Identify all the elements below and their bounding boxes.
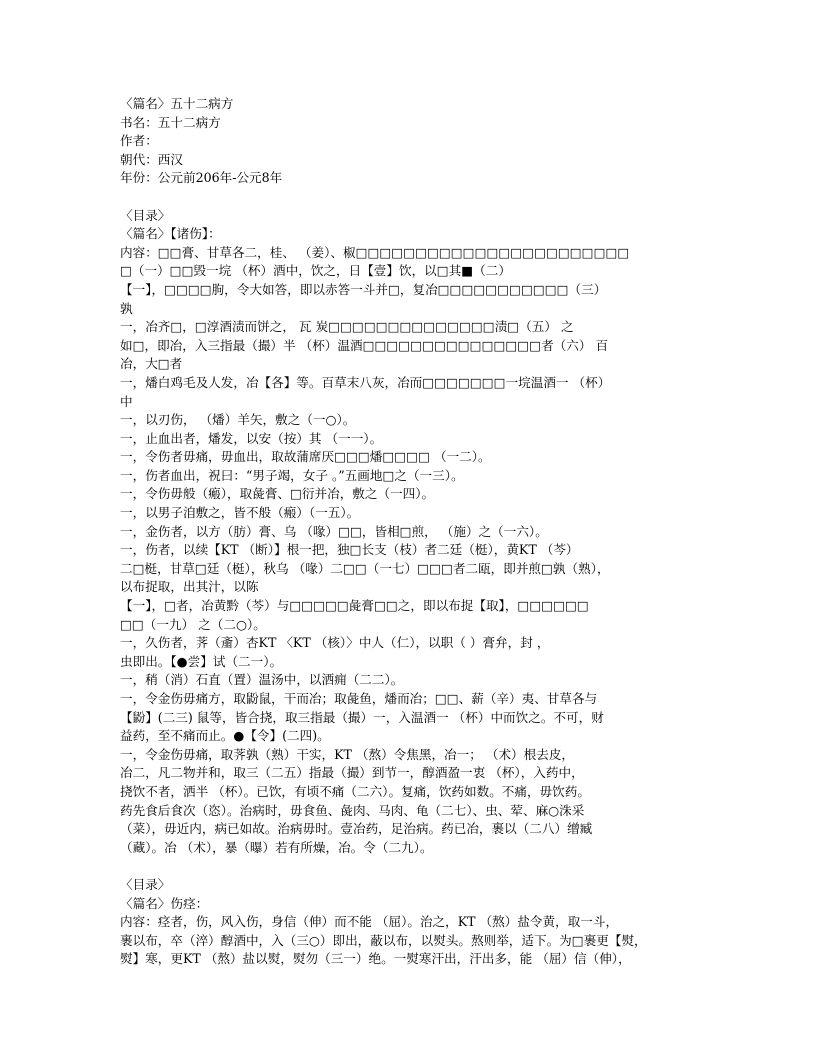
header-shu-ming: 书名：五十二病方 (120, 114, 221, 130)
section1-title: 〈篇名〉【诸伤】： (120, 226, 221, 242)
text-line: 【一】，□□□□朐，令大如答，即以赤答一斗并□，复冶□□□□□□□□□□□（三） (120, 281, 607, 297)
text-line: 【鼢】(二三) 鼠等，皆合挠，取三指最（撮）一，入温酒一 （杯）中而饮之。不可，财 (120, 709, 604, 725)
text-line: 一，稍（消）石直（置）温汤中，以洒痈（二二）。 (120, 672, 404, 688)
text-line: 裹以布，卒（淬）醇酒中，入（三○）即出，蔽以布，以熨头。熬则举，适下。为□裹更【熨， (120, 932, 647, 948)
text-line: 一，伤者，以续【KT （断）】根一把，独□长支（枝）者二廷（梃），黄KT （芩） (120, 542, 579, 558)
text-line: （藏）。冶 （术），暴（曝）若有所燥，冶。令（二九）。 (120, 839, 433, 855)
text-line: 冶，大□者 (120, 356, 183, 372)
spacer (120, 857, 706, 876)
text-line: 药先食后食次（恣）。治病时，毋食鱼、彘肉、马肉、龟（二七）、虫、荤、麻○洙采 (120, 802, 585, 818)
text-line: 孰 (120, 300, 133, 316)
text-line: □□（一九） 之（二○）。 (120, 616, 266, 632)
text-line: 【一】，□者，冶黄黔（芩）与□□□□□彘膏□□之，即以布捉【取】，□□□□□□ (120, 598, 589, 614)
header-chao-dai: 朝代：西汉 (120, 151, 183, 167)
text-line: 中 (120, 393, 133, 409)
text-line: 内容：痉者，伤，风入伤，身信（伸）而不能 （屈）。治之，KT （熬）盐令黄，取一斗， (120, 914, 619, 930)
text-line: 一，金伤者，以方（肪）膏、乌 （喙）□□，皆相□煎， （施）之（一六）。 (120, 523, 548, 539)
header-pian-ming: 〈篇名〉五十二病方 (120, 96, 234, 111)
text-line: 一，以男子洎敷之，皆不般（瘢）（一五）。 (120, 505, 360, 521)
text-line: 二□梃，甘草□廷（梃），秋乌 （喙）二□□（一七）□□□者二瓯，即并煎□孰（熟）， (120, 560, 610, 576)
text-line: 以布捉取，出其汁，以陈 (120, 579, 259, 595)
text-line: 一，冶齐□，□淳酒渍而饼之， 瓦 炭□□□□□□□□□□□□□□渍□（五） 之 (120, 319, 574, 335)
spacer (120, 188, 706, 207)
text-line: 一，伤者血出，祝曰：“男子竭，女子 。”五画地□之（一三）。 (120, 467, 464, 483)
text-line: 一，令伤毋般（瘢），取彘膏、□衍并冶，敷之（一四）。 (120, 486, 435, 502)
text-line: 一，久伤者，荠（齑）杏KT 〈KT （核）〉中人（仁），以职（ ）膏弁，封 ， (120, 635, 550, 651)
text-line: 一，令金伤毋痛方，取鼢鼠，干而冶；取彘鱼，燔而冶；□□、薪（辛）夷、甘草各与 (120, 691, 598, 706)
text-line: 虫即出。【●尝】试（二一）。 (120, 653, 283, 669)
section1-mulu: 〈目录〉 (120, 207, 171, 223)
text-line: 如□，即冶，入三指最（撮）半 （杯）温酒□□□□□□□□□□□□□□□者（六） 百 (120, 337, 609, 353)
document-page (120, 95, 706, 969)
text-line: 内容：□□膏、甘草各二，桂、 （姜）、椒□□□□□□□□□□□□□□□□□□□□□□□ (120, 244, 630, 260)
text-line: 熨】寒，更KT （熬）盐以熨，熨勿（三一）绝。一熨寒汗出，汗出多，能 （屈）信（伸）， (120, 951, 631, 967)
text-line: 挠饮不者，洒半 （杯）。已饮，有顷不痛（二六）。复痛，饮药如数。不痛，毋饮药。 (120, 783, 590, 799)
text-line: 一，燔白鸡毛及人发，冶【各】等。百草末八灰，冶而□□□□□□□一垸温酒一 （杯） (120, 374, 611, 390)
text-line: （菜），毋近内，病已如故。治病毋时。壹冶药，足治病。药已冶，裹以（二八）缯臧 (120, 821, 593, 837)
header-nian-fen: 年份：公元前206年-公元8年 (120, 170, 283, 186)
text-line: 一，令金伤毋痛，取荠孰（熟）干实，KT （熬）令焦黑，冶一； （术）根去皮， (120, 746, 575, 762)
text-line: 一，以刃伤， （燔）羊矢，敷之（一○）。 (120, 412, 356, 428)
section2-title: 〈篇名〉伤痉： (120, 895, 209, 911)
text-line: 冶二，凡二物并和，取三（二五）指最（撮）到节一，醇酒盈一衷 （杯），入药中， (120, 765, 584, 781)
section1-body (120, 244, 706, 858)
text-line: 一，止血出者，燔发，以安（按）其 （一一）。 (120, 430, 383, 446)
header-zuo-zhe: 作者： (120, 133, 158, 149)
text-line: □（一）□□毁一垸 （杯）酒中，饮之，日【壹】饮，以□其■（二） (120, 263, 511, 279)
section2-body (120, 913, 706, 969)
text-line: 一，令伤者毋痛，毋血出，取故蒲席厌□□□燔□□□□ （一二）。 (120, 449, 491, 465)
section2-mulu: 〈目录〉 (120, 876, 171, 892)
text-line: 益药，至不痛而止。●【令】(二四)。 (120, 728, 330, 744)
